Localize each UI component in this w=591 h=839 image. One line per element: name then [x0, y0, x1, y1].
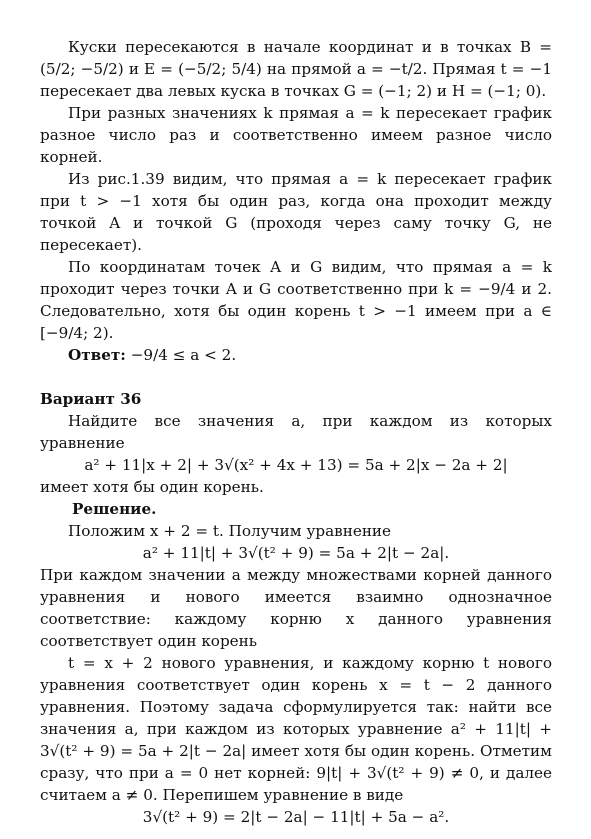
variant-equation: a² + 11|x + 2| + 3√(x² + 4x + 13) = 5a + 2|x − 2a + 2| [84, 456, 508, 474]
solution-equation-1: a² + 11|t| + 3√(t² + 9) = 5a + 2|t − 2a|. [142, 544, 450, 562]
variant-task-end: имеет хотя бы один корень. [40, 478, 264, 496]
document-page [40, 36, 552, 828]
answer-label: Ответ: [68, 346, 126, 364]
variant-title: Вариант 36 [40, 390, 142, 408]
paragraph-from-figure: Из рис.1.39 видим, что прямая a = k пересекает график при t > −1 хотя бы один раз, когда она проходит между точкой A и точкой G (проходя через саму точку G, не пересекает). [40, 170, 552, 254]
solution-title: Решение. [72, 500, 157, 518]
solution-paragraph-2: t = x + 2 нового уравнения, и каждому корню t нового уравнения соответствует один корень x = t − 2 данного уравнения. Поэтому задача сформулируется так: найти все значения a, при каждом из которых уравнение a² + 11|t| + 3√(t² + 9) = 5a + 2|t − 2a| имеет хотя бы один корень. Отметим сразу, что при a = 0 нет корней: 9|t| + 3√(t² + 9) ≠ 0, и далее считаем a ≠ 0. Перепишем уравнение в виде [40, 654, 552, 804]
solution-equation-2: 3√(t² + 9) = 2|t − 2a| − 11|t| + 5a − a². [142, 808, 450, 826]
paragraph-intersections: Куски пересекаются в начале координат и в точках B = (5/2; −5/2) и E = (−5/2; 5/4) на прямой a = −t/2. Прямая t = −1 пересекает два левых куска в точках G = (−1; 2) и H = (−1; 0). [40, 38, 552, 100]
spacer [40, 366, 552, 388]
solution-intro: Положим x + 2 = t. Получим уравнение [68, 522, 392, 540]
variant-task: Найдите все значения a, при каждом из которых уравнение [40, 412, 552, 452]
solution-paragraph-1: При каждом значении a между множествами корней данного уравнения и нового имеется взаимно однозначное соответствие: каждому корню x данного уравнения соответствует один корень [40, 566, 552, 650]
answer-line [40, 344, 552, 366]
paragraph-different-values: При разных значениях k прямая a = k пересекает график разное число раз и соответственно имеем разное число корней. [40, 104, 552, 166]
answer-text: −9/4 ≤ a < 2. [130, 346, 237, 364]
paragraph-coordinates: По координатам точек A и G видим, что прямая a = k проходит через точки A и G соответственно при k = −9/4 и 2. Следовательно, хотя бы один корень t > −1 имеем при a ∈ [−9/4; 2). [40, 258, 552, 342]
